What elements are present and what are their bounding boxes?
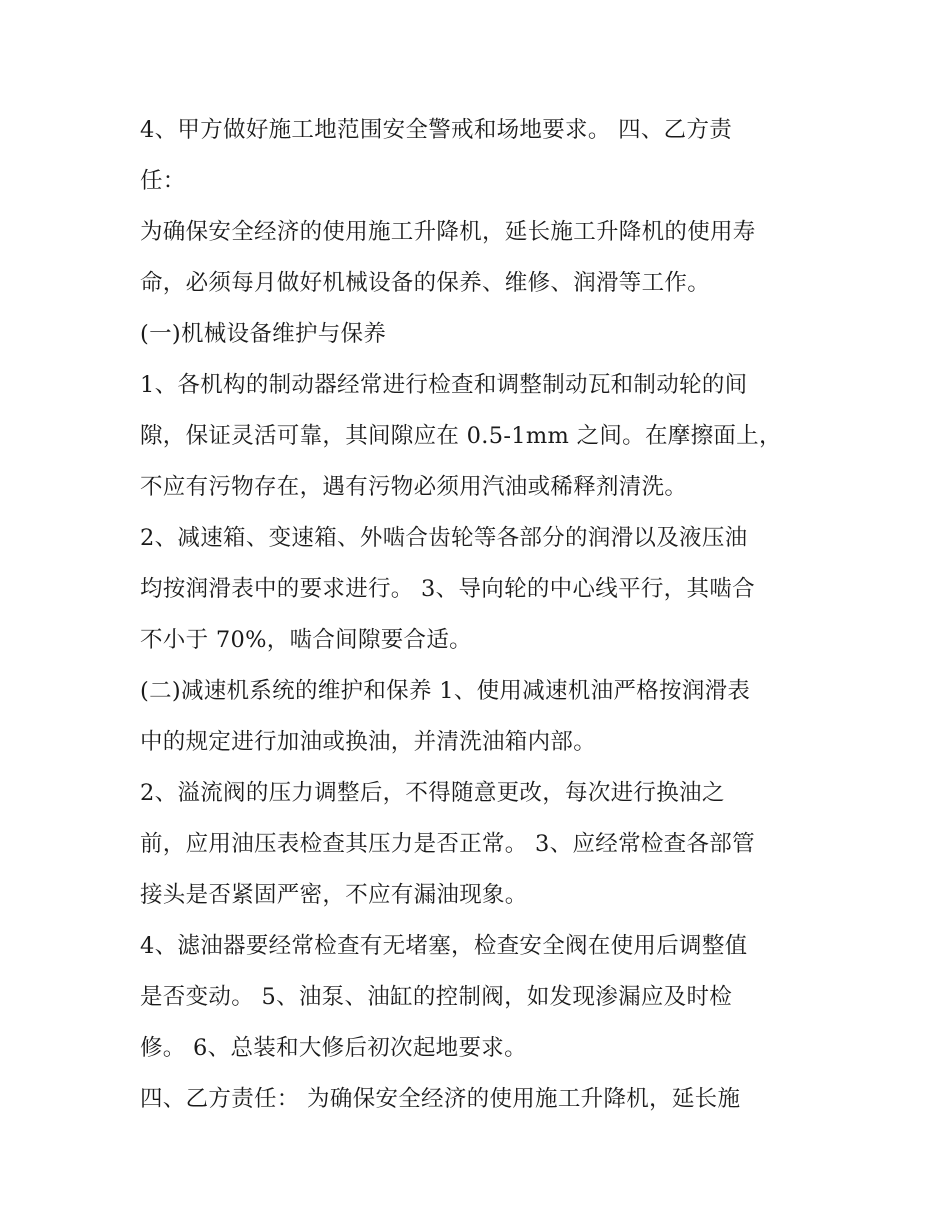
text-line: 为确保安全经济的使用施工升降机，延长施工升降机的使用寿 bbox=[140, 219, 756, 245]
text-line: 4、滤油器要经常检查有无堵塞，检查安全阀在使用后调整值 bbox=[140, 933, 748, 959]
text-line: 均按润滑表中的要求进行。 3、导向轮的中心线平行，其啮合 bbox=[140, 576, 755, 602]
text-line: 中的规定进行加油或换油，并清洗油箱内部。 bbox=[140, 729, 597, 755]
text-line: 1、各机构的制动器经常进行检查和调整制动瓦和制动轮的间 bbox=[140, 372, 748, 398]
section-heading: (二)减速机系统的维护和保养 1、使用减速机油严格按润滑表 bbox=[140, 678, 751, 704]
text-line: 4、甲方做好施工地范围安全警戒和场地要求。 四、乙方责 bbox=[140, 117, 733, 143]
text-line: 命，必须每月做好机械设备的保养、维修、润滑等工作。 bbox=[140, 270, 711, 296]
text-line: 隙，保证灵活可靠，其间隙应在 0.5-1mm 之间。在摩擦面上， bbox=[140, 423, 782, 449]
text-line: 四、乙方责任： 为确保安全经济的使用施工升降机，延长施 bbox=[140, 1086, 741, 1112]
text-line: 2、溢流阀的压力调整后，不得随意更改，每次进行换油之 bbox=[140, 780, 725, 806]
text-line: 2、减速箱、变速箱、外啮合齿轮等各部分的润滑以及液压油 bbox=[140, 525, 748, 551]
text-line: 修。 6、总装和大修后初次起地要求。 bbox=[140, 1035, 527, 1061]
text-line: 任： bbox=[140, 168, 186, 194]
text-line: 不小于 70%，啮合间隙要合适。 bbox=[140, 627, 472, 653]
section-heading: (一)机械设备维护与保养 bbox=[140, 321, 387, 347]
text-line: 接头是否紧固严密，不应有漏油现象。 bbox=[140, 882, 528, 908]
text-line: 前，应用油压表检查其压力是否正常。 3、应经常检查各部管 bbox=[140, 831, 755, 857]
text-line: 不应有污物存在，遇有污物必须用汽油或稀释剂清洗。 bbox=[140, 474, 688, 500]
text-line: 是否变动。 5、油泵、油缸的控制阀，如发现渗漏应及时检 bbox=[140, 984, 733, 1010]
